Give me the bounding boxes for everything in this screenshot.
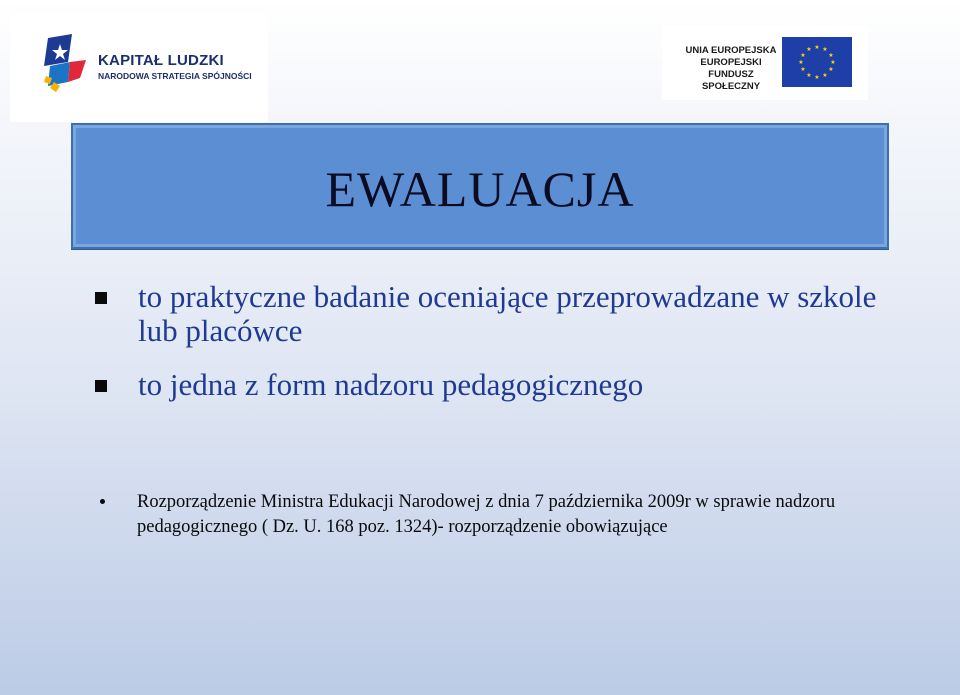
svg-text:★: ★ <box>814 74 820 81</box>
kapital-ludzki-emblem-icon <box>40 32 92 98</box>
bullet-text: to jedna z form nadzoru pedagogicznego <box>138 367 644 402</box>
svg-text:★: ★ <box>822 72 828 79</box>
kapital-ludzki-subtitle: NARODOWA STRATEGIA SPÓJNOŚCI <box>98 71 252 81</box>
svg-text:★: ★ <box>798 59 804 66</box>
kapital-ludzki-logo <box>10 14 268 122</box>
svg-text:★: ★ <box>800 52 806 59</box>
eu-logo-text: UNIA EUROPEJSKA EUROPEJSKI FUNDUSZ SPOŁECZNY <box>685 45 777 92</box>
svg-text:★: ★ <box>814 44 820 51</box>
bullet-list <box>92 280 912 402</box>
svg-text:★: ★ <box>828 66 834 73</box>
svg-text:★: ★ <box>830 59 836 66</box>
bullet-text: to praktyczne badanie oceniające przeprowadzane w szkole lub placówce <box>138 279 877 348</box>
title-box <box>71 123 889 249</box>
eu-logo <box>662 26 868 100</box>
bullet-item <box>92 280 912 348</box>
svg-text:★: ★ <box>806 72 812 79</box>
svg-text:★: ★ <box>800 66 806 73</box>
kapital-ludzki-title: KAPITAŁ LUDZKI <box>98 52 224 69</box>
svg-text:★: ★ <box>828 52 834 59</box>
regulation-note <box>100 490 900 540</box>
bullet-item <box>92 368 912 402</box>
regulation-note-text: Rozporządzenie Ministra Edukacji Narodowej z dnia 7 października 2009r w sprawie nadzoru pedagogicznego ( Dz. U. 168 poz. 1324)- rozporządzenie obowiązujące <box>137 492 836 537</box>
square-bullet-icon <box>95 292 107 304</box>
square-bullet-icon <box>95 380 107 392</box>
round-bullet-icon <box>100 499 105 504</box>
eu-flag-icon <box>782 37 852 87</box>
svg-text:★: ★ <box>806 46 812 53</box>
slide-title: EWALUACJA <box>325 161 635 217</box>
svg-text:★: ★ <box>822 46 828 53</box>
